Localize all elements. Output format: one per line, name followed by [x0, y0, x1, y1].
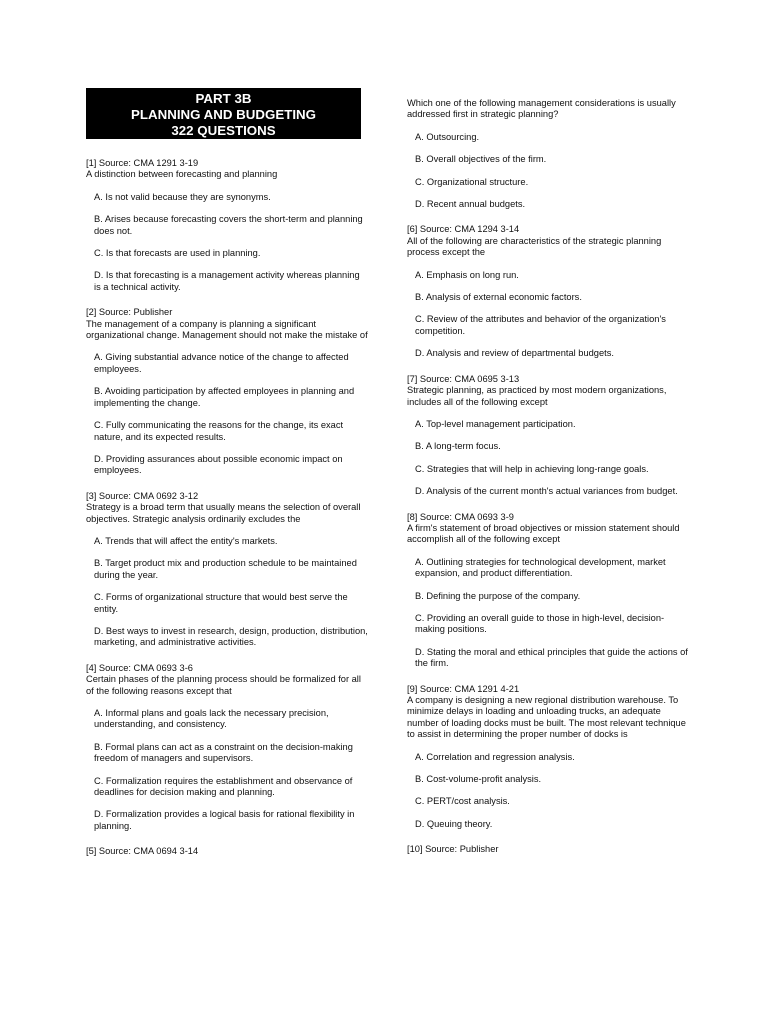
answer-choice: C. Forms of organizational structure that would best serve the entity.: [94, 592, 348, 614]
answer-choice: D. Analysis of the current month's actual variances from budget.: [415, 486, 678, 497]
part-header: [86, 88, 361, 139]
left-column: [86, 88, 368, 872]
question-stem: All of the following are characteristics of the strategic planning process except the: [407, 235, 662, 258]
answer-choice: C. Organizational structure.: [415, 176, 529, 187]
question-source: [4] Source: CMA 0693 3-6: [86, 662, 193, 673]
answer-choice: B. A long-term focus.: [415, 441, 501, 452]
question-source: [3] Source: CMA 0692 3-12: [86, 490, 199, 501]
answer-choice: A. Giving substantial advance notice of the change to affected employees.: [94, 352, 349, 374]
question-source: [7] Source: CMA 0695 3-13: [407, 373, 520, 384]
left-question-list: [86, 158, 368, 858]
answer-choice: A. Outsourcing.: [415, 131, 480, 142]
question-stem: Strategic planning, as practiced by most modern organizations, includes all of the following except: [407, 385, 667, 407]
answer-choice: B. Analysis of external economic factors.: [415, 292, 582, 303]
question-block: [407, 512, 689, 670]
answer-choice: B. Formal plans can act as a constraint on the decision-making freedom of managers and supervisors.: [94, 741, 353, 764]
question-source: [8] Source: CMA 0693 3-9: [407, 511, 514, 522]
question-block: [407, 844, 689, 855]
question-count: 322 QUESTIONS: [171, 123, 276, 138]
part-title: PART 3B: [195, 91, 252, 106]
section-title: PLANNING AND BUDGETING: [131, 107, 316, 122]
answer-choice: C. Fully communicating the reasons for the change, its exact nature, and its expected results.: [94, 420, 344, 442]
question-stem: The management of a company is planning a significant organizational change. Management should not make the mistake of: [86, 318, 368, 341]
answer-choice: C. Is that forecasts are used in planning.: [94, 248, 261, 259]
answer-choice: C. Providing an overall guide to those in high-level, decision-making positions.: [415, 612, 665, 635]
answer-choice: B. Target product mix and production schedule to be maintained during the year.: [94, 558, 357, 580]
answer-choice: B. Avoiding participation by affected employees in planning and implementing the change.: [94, 386, 355, 408]
answer-choice: C. Formalization requires the establishment and observance of deadlines for decision making and planning.: [94, 775, 353, 798]
answer-choice: D. Queuing theory.: [415, 818, 493, 829]
question-block: [407, 374, 689, 498]
question-block: [86, 491, 368, 649]
answer-choice: A. Is not valid because they are synonyms.: [94, 191, 271, 202]
question-source: [6] Source: CMA 1294 3-14: [407, 224, 520, 235]
question-block: [86, 663, 368, 832]
answer-choice: D. Is that forecasting is a management activity whereas planning is a technical activity.: [94, 270, 360, 292]
question-block: [86, 158, 368, 293]
answer-choice: B. Cost-volume-profit analysis.: [415, 774, 542, 785]
answer-choice: A. Trends that will affect the entity's markets.: [94, 535, 278, 546]
question-source: [9] Source: CMA 1291 4-21: [407, 683, 520, 694]
answer-choice: D. Best ways to invest in research, design, production, distribution, marketing, and administrative activities.: [94, 625, 368, 648]
answer-choice: D. Stating the moral and ethical principles that guide the actions of the firm.: [415, 646, 688, 669]
question-source: [2] Source: Publisher: [86, 307, 173, 318]
question-stem: Which one of the following management considerations is usually addressed first in strategic planning?: [407, 98, 676, 120]
answer-choice: C. PERT/cost analysis.: [415, 796, 510, 807]
answer-choice: B. Overall objectives of the firm.: [415, 154, 547, 165]
question-block: [86, 307, 368, 476]
question-stem: Certain phases of the planning process should be formalized for all of the following reasons except that: [86, 674, 361, 696]
answer-choice: D. Recent annual budgets.: [415, 199, 526, 210]
answer-choice: A. Emphasis on long run.: [415, 269, 519, 280]
answer-choice: D. Analysis and review of departmental budgets.: [415, 348, 614, 359]
answer-choice: A. Informal plans and goals lack the necessary precision, understanding, and consistency.: [94, 708, 329, 730]
answer-choice: B. Arises because forecasting covers the short-term and planning does not.: [94, 214, 363, 236]
question-stem: Strategy is a broad term that usually means the selection of overall objectives. Strategic analysis ordinarily excludes the: [86, 502, 361, 524]
answer-choice: C. Strategies that will help in achieving long-range goals.: [415, 463, 649, 474]
answer-choice: A. Top-level management participation.: [415, 418, 576, 429]
answer-choice: B. Defining the purpose of the company.: [415, 590, 581, 601]
right-question-list: [407, 98, 689, 856]
question-source: [1] Source: CMA 1291 3-19: [86, 158, 199, 168]
question-source: [10] Source: Publisher: [407, 844, 499, 855]
answer-choice: C. Review of the attributes and behavior of the organization's competition.: [415, 314, 666, 336]
answer-choice: D. Formalization provides a logical basis for rational flexibility in planning.: [94, 809, 355, 831]
question-block: [407, 98, 689, 210]
question-block: [407, 224, 689, 359]
answer-choice: D. Providing assurances about possible economic impact on employees.: [94, 453, 343, 476]
question-stem: A company is designing a new regional distribution warehouse. To minimize delays in loading and unloading trucks, an adequate number of loading docks must be built. The most relevant technique to assist in determining the proper number of docks is: [407, 695, 686, 740]
answer-choice: A. Correlation and regression analysis.: [415, 751, 575, 762]
question-stem: A firm's statement of broad objectives or mission statement should accomplish all of the following except: [407, 522, 680, 545]
question-stem: A distinction between forecasting and planning: [86, 169, 278, 180]
question-block: [86, 846, 368, 857]
answer-choice: A. Outlining strategies for technological development, market expansion, and product differentiation.: [415, 556, 666, 579]
question-block: [407, 684, 689, 831]
right-column: [407, 98, 689, 870]
question-source: [5] Source: CMA 0694 3-14: [86, 846, 199, 857]
